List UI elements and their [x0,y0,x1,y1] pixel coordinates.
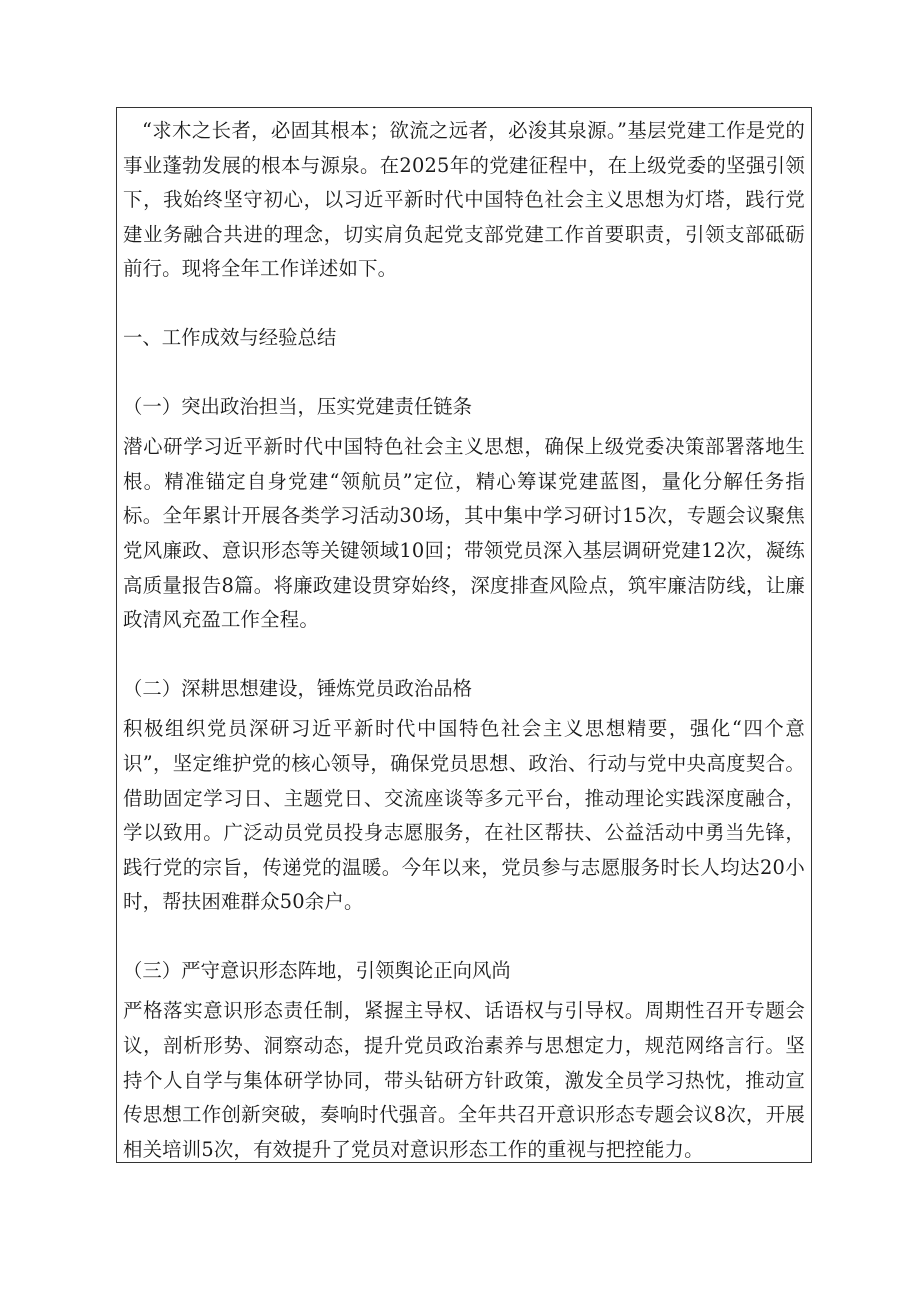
subsection-body-1: 潜心研学习近平新时代中国特色社会主义思想，确保上级党委决策部署落地生根。精准锚定自身党建“领航员”定位，精心筹谋党建蓝图，量化分解任务指标。全年累计开展各类学习活动30场，其中集中学习研讨15次，专题会议聚焦党风廉政、意识形态等关键领域10回；带领党员深入基层调研党建12次，凝练高质量报告8篇。将廉政建设贯穿始终，深度排查风险点，筑牢廉洁防线，让廉政清风充盈工作全程。 [123,435,805,632]
document-frame [116,107,812,1163]
subsection-body-2: 积极组织党员深研习近平新时代中国特色社会主义思想精要，强化“四个意识”，坚定维护党的核心领导，确保党员思想、政治、行动与党中央高度契合。借助固定学习日、主题党日、交流座谈等多元平台，推动理论实践深度融合，学以致用。广泛动员党员投身志愿服务，在社区帮扶、公益活动中勇当先锋，践行党的宗旨，传递党的温暖。今年以来，党员参与志愿服务时长人均达20小时，帮扶困难群众50余户。 [123,717,805,914]
subsection-heading-3: （三）严守意识形态阵地，引领舆论正向风尚 [123,958,511,982]
intro-paragraph: “求木之长者，必固其根本；欲流之远者，必浚其泉源。”基层党建工作是党的事业蓬勃发展的根本与源泉。在2025年的党建征程中，在上级党委的坚强引领下，我始终坚守初心，以习近平新时代中国特色社会主义思想为灯塔，践行党建业务融合共进的理念，切实肩负起党支部党建工作首要职责，引领支部砥砺前行。现将全年工作详述如下。 [123,119,805,281]
subsection-body-3: 严格落实意识形态责任制，紧握主导权、话语权与引导权。周期性召开专题会议，剖析形势、洞察动态，提升党员政治素养与思想定力，规范网络言行。坚持个人自学与集体研学协同，带头钻研方针政策，激发全员学习热忱，推动宣传思想工作创新突破，奏响时代强音。全年共召开意识形态专题会议8次，开展相关培训5次，有效提升了党员对意识形态工作的重视与把控能力。 [123,999,805,1161]
subsection-heading-1: （一）突出政治担当，压实党建责任链条 [123,394,473,418]
section-title: 一、工作成效与经验总结 [123,325,337,349]
subsection-heading-2: （二）深耕思想建设，锤炼党员政治品格 [123,676,473,700]
